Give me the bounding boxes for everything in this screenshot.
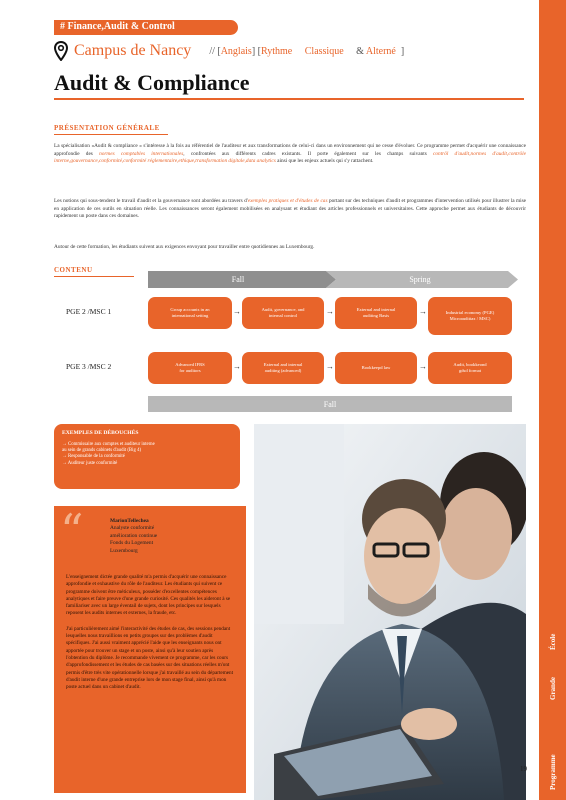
course-step: Advanced IFRS for auditors xyxy=(148,352,232,384)
page-number: 19 xyxy=(520,765,527,773)
arrow-right-icon: → xyxy=(326,307,334,316)
list-item: au sein de grands cabinets d'audit (Big 4) xyxy=(62,448,142,454)
list-item: → Commissaire aux comptes et auditeur interne xyxy=(62,442,155,447)
course-step: Group accounts in an international setting xyxy=(148,297,232,329)
quote-mark-icon: “ xyxy=(60,504,84,558)
list-item: → Responsable de la conformité xyxy=(62,454,125,460)
arrow-right-icon: → xyxy=(419,307,427,316)
section-underline xyxy=(54,134,168,135)
course-step: Audit, bookkeond gdsd format xyxy=(428,352,512,384)
course-step: Industrial economy (PGE) Microaudittax / MSC) xyxy=(428,297,512,335)
option-alternate: Alterné xyxy=(365,45,396,57)
option-rhythm: Rythme xyxy=(260,45,293,57)
side-label-ecole: École xyxy=(549,633,557,650)
campus-name: Campus de Nancy xyxy=(74,42,192,59)
program-options: // [Anglais] [Rythme Classique & Alterné ] xyxy=(209,45,405,57)
arrow-right-icon: → xyxy=(419,362,427,371)
career-examples-box xyxy=(54,424,240,489)
side-band xyxy=(539,0,566,800)
section-heading-presentation: PRÉSENTATION GÉNÉRALE xyxy=(54,124,160,132)
arrow-right-icon: → xyxy=(233,362,241,371)
side-label-grande: Grande xyxy=(549,677,557,700)
testimonial-box xyxy=(54,506,246,793)
testimonial-text: L'enseignement dictée grande qualité m'a permis d'acquérir une connaissance approfondie et exhaustive du rôle de l'auditeur. Les étudiants qui suivent ce programme doivent être méticuleux, posséder d'excellentes compétences analytiques et faire preuve d'une grande curiosité. Ces qualités les aideront à se familiariser avec un large éventail de sujets, dont les principes sur lesquels reposent les audits internes et externes, la fraude, etc. J'ai particulièrement aimé l'interactivité des études de cas, des sessions pendant lesquelles nous travaillions en petits groupes sur des problèmes d'audit spécifiques. J'ai aussi vraiment apprécié l'aide que les enseignants nous ont apportée pour trouver un stage et un poste, ainsi qu'à leur soutien après l'obtention du diplôme. Je recommande vivement ce programme, car les cours d'approfondissement et les études de cas basées sur des situations réelles m'ont permis d'être très vite opérationnelle lorsque j'ai travaillé au sein du département d'audit interne d'une grande entreprise lors de mon stage final, ainsi qu'à mon poste actuel dans un cabinet d'audit. xyxy=(66,574,234,691)
arrow-right-icon: → xyxy=(326,362,334,371)
list-item: → Auditeur juste conformité xyxy=(62,460,118,466)
examples-heading: EXEMPLES DE DÉBOUCHÉS xyxy=(62,430,139,436)
students-photo xyxy=(254,424,526,800)
course-step: Bookkeepd law xyxy=(335,352,417,384)
season-spring: Spring xyxy=(409,274,431,284)
testimonial-author: MarionTellechea Analyste conformité amélioration continue Fonds du Logement Luxembourg xyxy=(110,518,158,554)
row-label-year2: PGE 3 /MSC 2 xyxy=(66,362,112,371)
course-step: External and internal auditing Basis xyxy=(335,297,417,329)
season-fall: Fall xyxy=(231,274,245,284)
title-divider xyxy=(54,98,524,100)
presentation-paragraph-1: La spécialisation «Audit & compliance » s'intéresse à la fois au référentiel de l'auditeur et aux transformations de celui-ci dans un environnement qui ne cesse d'évoluer. Ce programme permet d'acquérir une connaissance approfondie des normes comptables internationales, confrontées aux différents cadres existants. Il porte également sur les champs suivants contrôl d'audit,normes d'audit,contrôle interne,gouvernance,conformité,conformité réglementaire,ethique,transformation digitale,data analytics ainsi que les enjeux actuels qui s'y rattachent. xyxy=(54,143,526,165)
presentation-paragraph-2: Les notions qui sous-tendent le travail d'audit et la gouvernance sont abordées au travers d'exemples pratiques et d'études de cas portant sur des techniques d'audit et programmes d'intervention utilisés pour illustrer la mise en application de ces outils en situation réelle. Les connaissances seront également mobilisées en analysant et étudiant des articles professionnels et universitaires. Cette approche permet aux étudiants de découvrir rapidement un poste dans ces domaines. xyxy=(54,198,527,220)
course-step: External and internal auditing (advanced) xyxy=(242,352,324,384)
option-classic: Classique xyxy=(304,45,344,57)
row-label-year1: PGE 2 /MSC 1 xyxy=(66,307,112,316)
author-name: MarionTellechea xyxy=(110,518,149,524)
program-tag: # Finance,Audit & Control xyxy=(54,20,238,35)
page-title: Audit & Compliance xyxy=(54,70,250,95)
campus-line xyxy=(54,40,404,62)
section-underline xyxy=(54,276,134,277)
season-fall-bottom: Fall xyxy=(148,396,512,412)
presentation-paragraph-3: Autour de cette formation, les étudiants suivent aux exigences envoyant pour travailler entre quotidiennes au Luxembourg. xyxy=(54,244,315,250)
side-label-programme: Programme xyxy=(549,754,557,790)
location-pin-icon xyxy=(54,41,68,61)
option-language: Anglais xyxy=(220,45,252,57)
section-heading-contenu: CONTENU xyxy=(54,266,93,274)
course-step: Audit, governance, and internal control xyxy=(242,297,324,329)
arrow-right-icon: → xyxy=(233,307,241,316)
